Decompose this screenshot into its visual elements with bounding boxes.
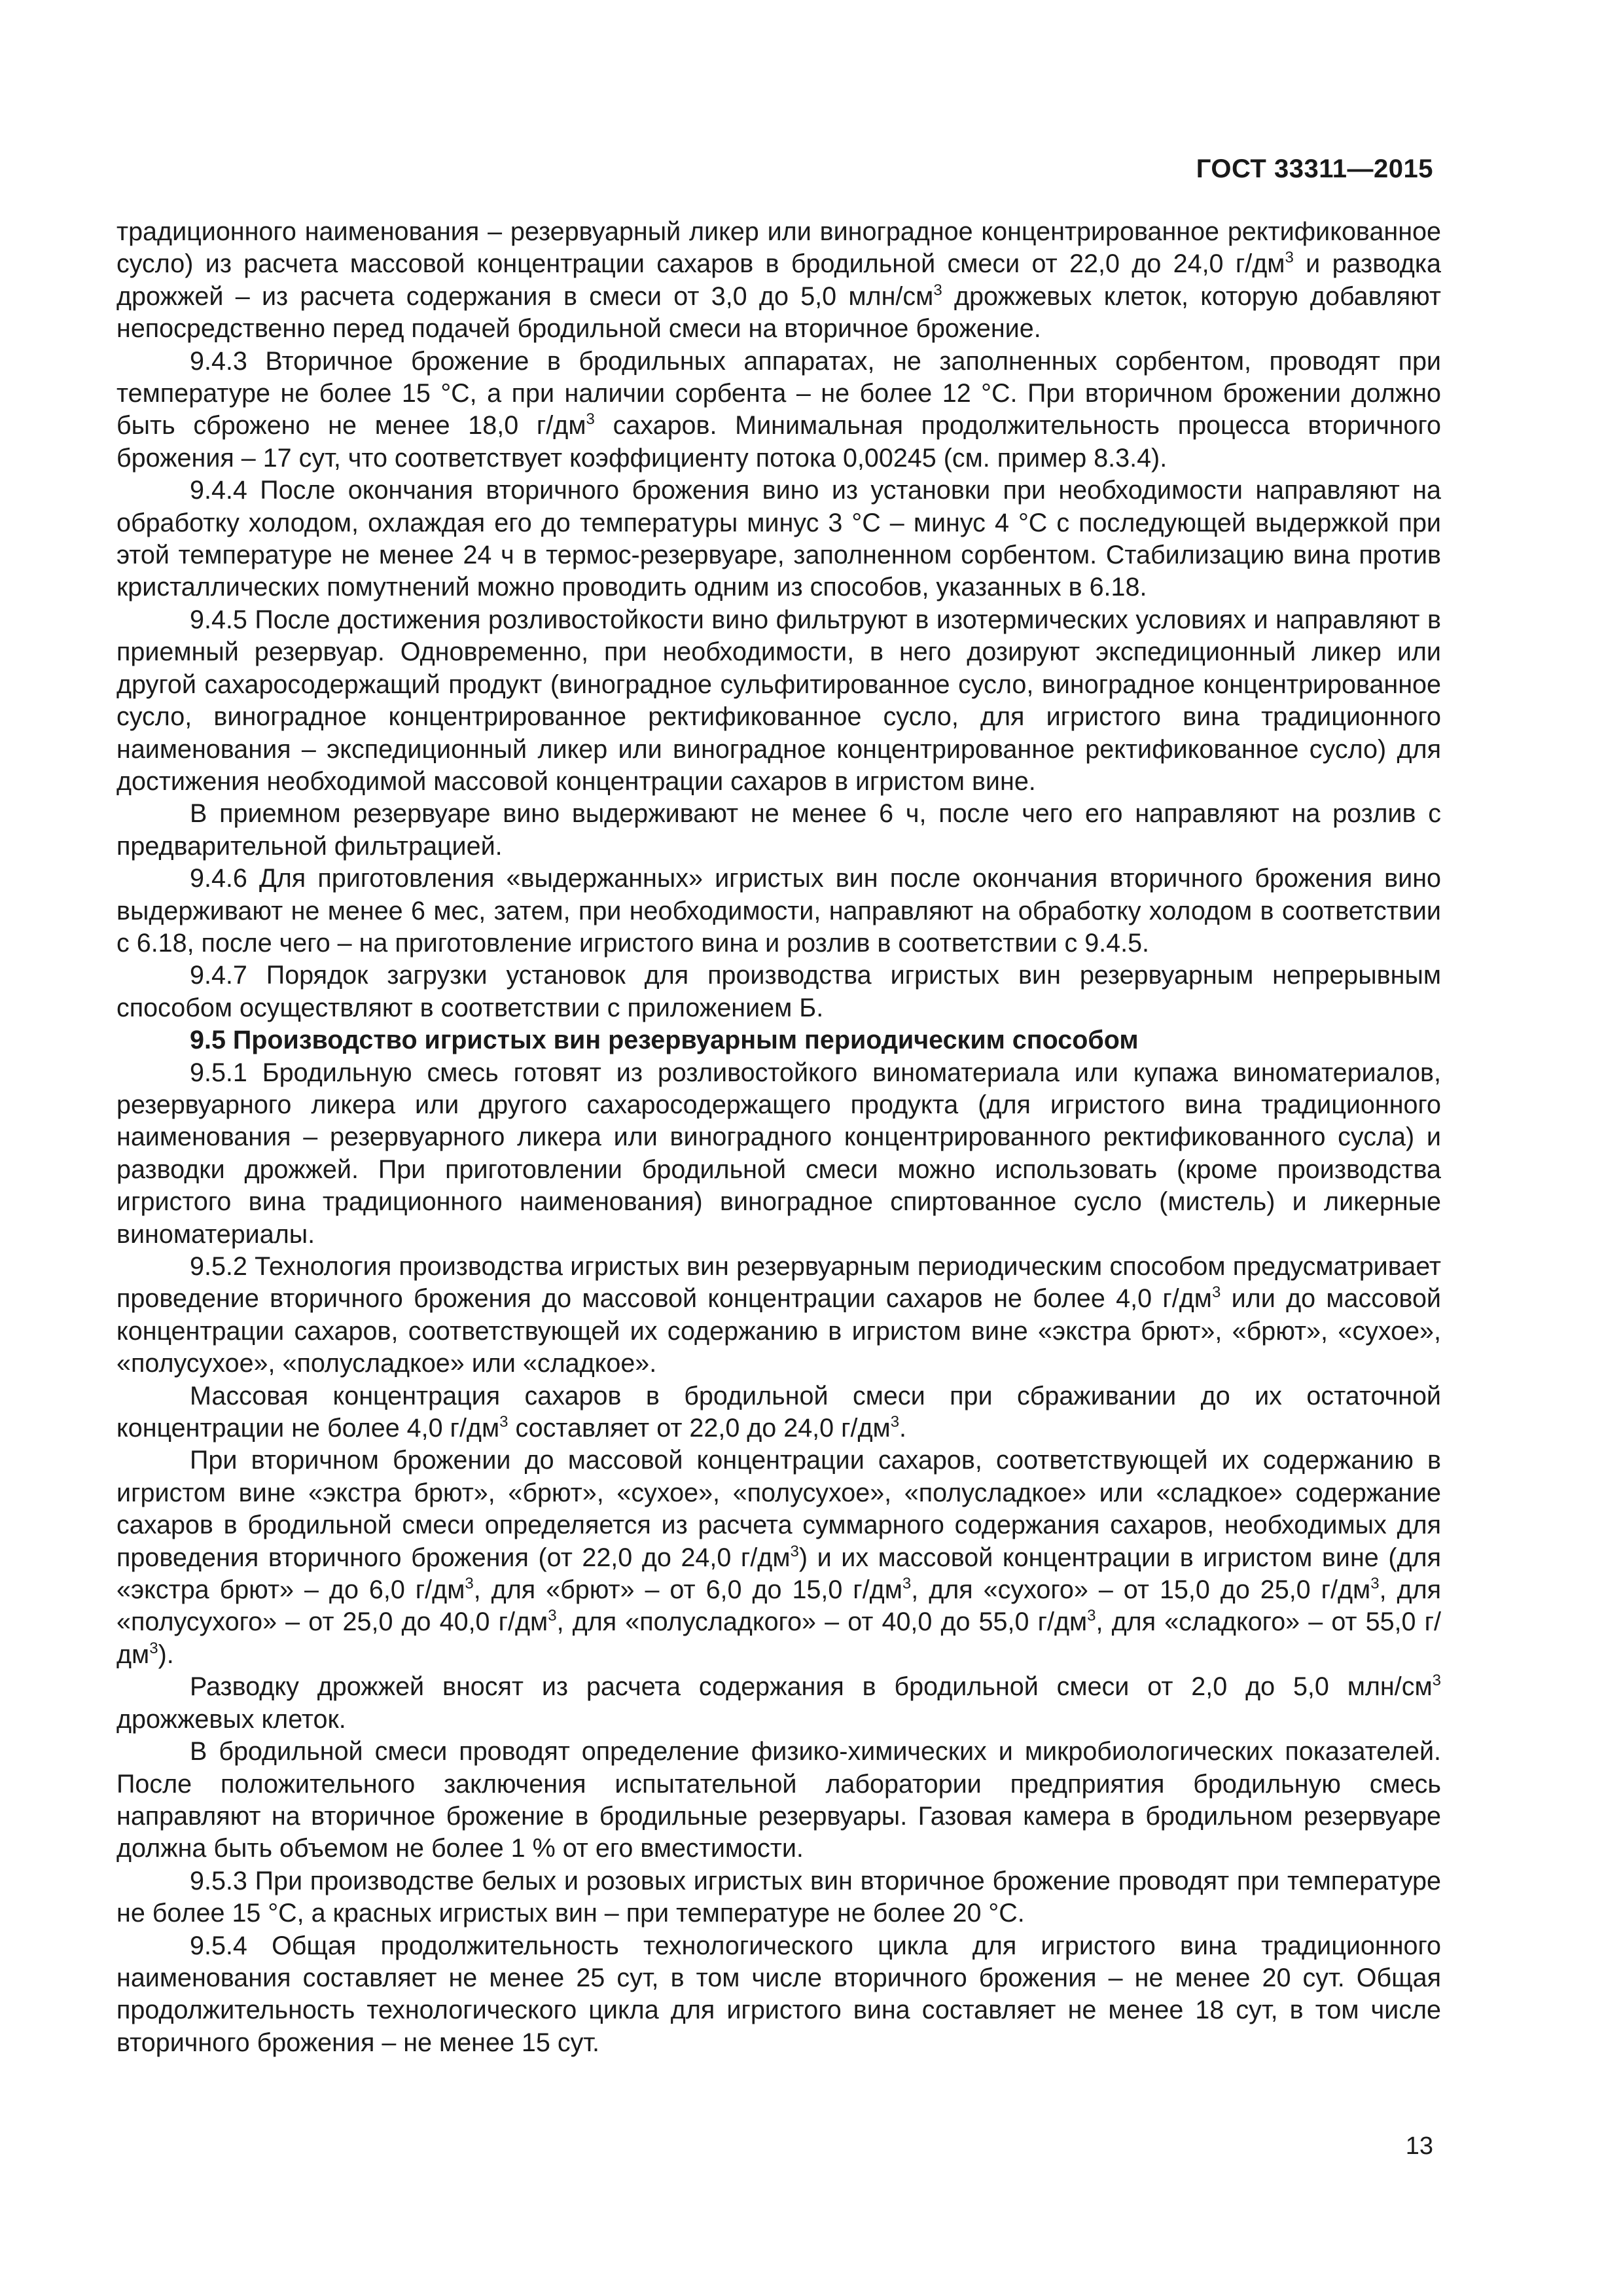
superscript: 3 bbox=[465, 1575, 474, 1593]
text-run: При вторичном брожении до массовой концентрации сахаров, соответствующей их содержанию в игристом вине «экстра брют», «брют», «сухое», «полусухое», «полусладкое» или «сладкое» содержание сахаров в бродильной смеси определяется из расчета суммарного содержания сахаров, необходимых для проведения вторичного брожения (от 22,0 до 24,0 г/дм bbox=[116, 1446, 1441, 1572]
superscript: 3 bbox=[149, 1639, 158, 1657]
paragraph bbox=[116, 475, 1441, 604]
text-run: 9.5.2 Технология производства игристых вин резервуарным периодическим способом предусматривает проведение вторичного брожения до массовой концентрации сахаров не более 4,0 г/дм bbox=[116, 1252, 1441, 1314]
paragraph bbox=[116, 1736, 1441, 1865]
text-run: В бродильной смеси проводят определение физико-химических и микробиологических показателей. После положительного заключения испытательной лаборатории предприятия бродильную смесь направляют на вторичное брожение в бродильные резервуары. Газовая камера в бродильном резервуаре должна быть объемом не более 1 % от его вместимости. bbox=[116, 1737, 1441, 1863]
superscript: 3 bbox=[548, 1607, 557, 1625]
text-run: составляет от 22,0 до 24,0 г/дм bbox=[508, 1414, 891, 1443]
text-run: 9.4.7 Порядок загрузки установок для производства игристых вин резервуарным непрерывным способом осуществляют в соответствии с приложением Б. bbox=[116, 961, 1441, 1022]
text-run: ) и их массовой концентрации в игристом вине (для «экстра брют» – до 6,0 г/дм bbox=[116, 1543, 1441, 1605]
text-run: или до массовой концентрации сахаров, соответствующей их содержанию в игристом вине «экстра брют», «брют», «сухое», «полусухое», «полусладкое» или «сладкое». bbox=[116, 1284, 1441, 1378]
text-run: традиционного наименования – резервуарный ликер или виноградное концентрированное ректификованное сусло) из расчета массовой концентрации сахаров в бродильной смеси от 22,0 до 24,0 г/дм bbox=[116, 217, 1441, 279]
text-run: В приемном резервуаре вино выдерживают не менее 6 ч, после чего его направляют на розлив с предварительной фильтрацией. bbox=[116, 799, 1441, 861]
superscript: 3 bbox=[933, 281, 942, 299]
paragraph bbox=[116, 1865, 1441, 1930]
text-run: Массовая концентрация сахаров в бродильной смеси при сбраживании до их остаточной концентрации не более 4,0 г/дм bbox=[116, 1381, 1441, 1443]
text-run: 9.5.4 Общая продолжительность технологического цикла для игристого вина традиционного наименования составляет не менее 25 сут, в том числе вторичного брожения – не менее 20 сут. Общая продолжительность технологического цикла для игристого вина составляет не менее 18 сут, в том числе вторичного брожения – не менее 15 сут. bbox=[116, 1931, 1441, 2057]
text-run: ). bbox=[158, 1640, 174, 1669]
paragraph bbox=[116, 798, 1441, 863]
text-run: , для «брют» – от 6,0 до 15,0 г/дм bbox=[473, 1575, 902, 1605]
paragraph bbox=[116, 604, 1441, 798]
text-run: 9.4.6 Для приготовления «выдержанных» игристых вин после окончания вторичного брожения вино выдерживают не менее 6 мес, затем, при необходимости, направляют на обработку холодом в соответствии с 6.18, после чего – на приготовление игристого вина и розлив в соответствии с 9.4.5. bbox=[116, 864, 1441, 958]
text-run: , для «сухого» – от 15,0 до 25,0 г/дм bbox=[911, 1575, 1371, 1605]
paragraph bbox=[116, 1671, 1441, 1736]
paragraph bbox=[116, 1251, 1441, 1380]
section-heading bbox=[116, 1024, 1441, 1056]
paragraph bbox=[116, 1444, 1441, 1671]
paragraph bbox=[116, 346, 1441, 475]
text-run: , для «полусладкого» – от 40,0 до 55,0 г/дм bbox=[556, 1607, 1088, 1637]
text-run: 9.4.5 После достижения розливостойкости вино фильтруют в изотермических условиях и направляют в приемный резервуар. Одновременно, при необходимости, в него дозируют экспедиционный ликер или другой сахаросодержащий продукт (виноградное сульфитированное сусло, виноградное концентрированное сусло, виноградное концентрированное ректификованное сусло, для игристого вина традиционного наименования – экспедиционный ликер или виноградное концентрированное ректификованное сусло) для достижения необходимой массовой концентрации сахаров в игристом вине. bbox=[116, 605, 1441, 796]
text-run: дрожжевых клеток. bbox=[116, 1704, 346, 1734]
text-run: 9.5.1 Бродильную смесь готовят из розливостойкого виноматериала или купажа виноматериалов, резервуарного ликера или другого сахаросодержащего продукта (для игристого вина традиционного наименования – резервуарного ликера или виноградного концентрированного ректификованного сусла) и разводки дрожжей. При приготовлении бродильной смеси можно использовать (кроме производства игристого вина традиционного наименования) виноградное спиртованное сусло (мистель) и ликерные виноматериалы. bbox=[116, 1058, 1441, 1249]
paragraph bbox=[116, 960, 1441, 1024]
superscript: 3 bbox=[1087, 1607, 1096, 1625]
text-run: . bbox=[899, 1414, 907, 1443]
paragraph bbox=[116, 1380, 1441, 1445]
paragraph bbox=[116, 1930, 1441, 2060]
page-number: 13 bbox=[1405, 2132, 1433, 2160]
text-run: 9.4.4 После окончания вторичного брожения вино из установки при необходимости направляют на обработку холодом, охлаждая его до температуры минус 3 °C – минус 4 °C с последующей выдержкой при этой температуре не менее 24 ч в термос-резервуаре, заполненном сорбентом. Стабилизацию вина против кристаллических помутнений можно проводить одним из способов, указанных в 6.18. bbox=[116, 476, 1441, 602]
superscript: 3 bbox=[586, 410, 595, 429]
text-run: и разводка дрожжей – из расчета содержания в смеси от 3,0 до 5,0 млн/см bbox=[116, 249, 1441, 311]
text-run: Разводку дрожжей вносят из расчета содержания в бродильной смеси от 2,0 до 5,0 млн/см bbox=[190, 1672, 1433, 1702]
paragraph bbox=[116, 1057, 1441, 1251]
text-run: 9.4.3 Вторичное брожение в бродильных аппаратах, не заполненных сорбентом, проводят при температуре не более 15 °C, а при наличии сорбента – не более 12 °C. При вторичном брожении должно быть сброжено не менее 18,0 г/дм bbox=[116, 346, 1441, 440]
text-run: дрожжевых клеток, которую добавляют непосредственно перед подачей бродильной смеси на вторичное брожение. bbox=[116, 281, 1441, 344]
paragraph bbox=[116, 216, 1441, 346]
superscript: 3 bbox=[890, 1413, 900, 1431]
text-run: сахаров. Минимальная продолжительность процесса вторичного брожения – 17 сут, что соответствует коэффициенту потока 0,00245 (см. пример 8.3.4). bbox=[116, 411, 1441, 473]
text-run: , для «полусухого» – от 25,0 до 40,0 г/дм bbox=[116, 1575, 1442, 1637]
paragraph bbox=[116, 863, 1441, 960]
superscript: 3 bbox=[499, 1413, 508, 1431]
superscript: 3 bbox=[1285, 249, 1294, 267]
superscript: 3 bbox=[790, 1542, 799, 1560]
superscript: 3 bbox=[902, 1575, 912, 1593]
text-run: 9.5 Производство игристых вин резервуарным периодическим способом bbox=[190, 1026, 1139, 1055]
text-run: 9.5.3 При производстве белых и розовых игристых вин вторичное брожение проводят при температуре не более 15 °C, а красных игристых вин – при температуре не более 20 °C. bbox=[116, 1866, 1441, 1928]
document-header: ГОСТ 33311—2015 bbox=[1196, 154, 1433, 183]
document-body bbox=[116, 216, 1441, 2059]
text-run: , для «сладкого» – от 55,0 г/дм bbox=[116, 1607, 1441, 1669]
superscript: 3 bbox=[1211, 1283, 1221, 1302]
superscript: 3 bbox=[1432, 1672, 1441, 1690]
superscript: 3 bbox=[1370, 1575, 1380, 1593]
